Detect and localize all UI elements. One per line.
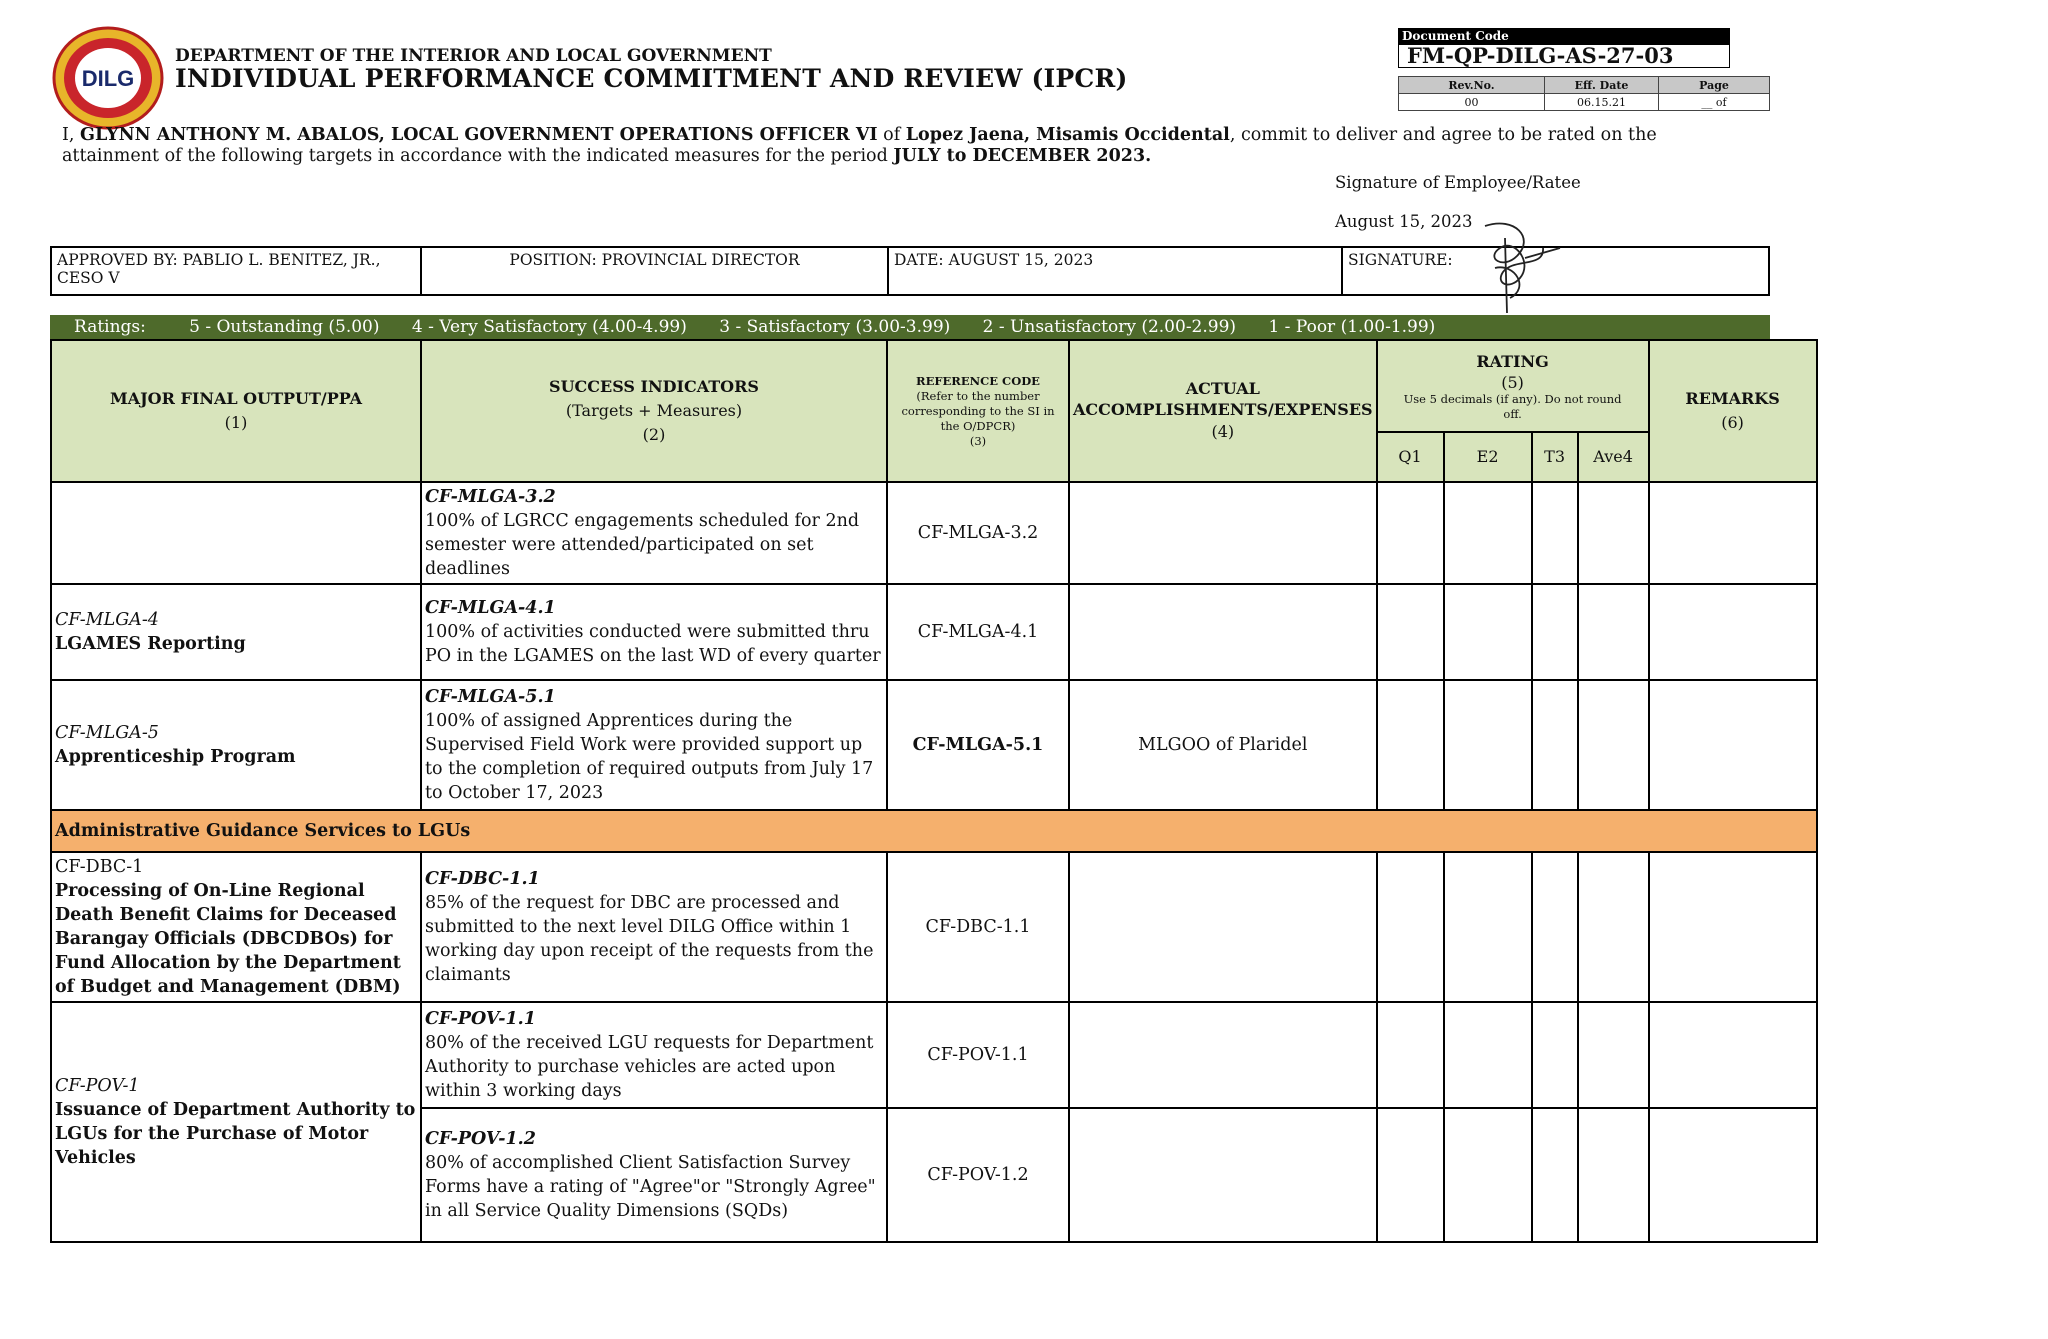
eff-label: Eff. Date <box>1545 77 1659 94</box>
section-header: Administrative Guidance Services to LGUs <box>51 810 1817 852</box>
col-remarks-header: REMARKS (6) <box>1649 340 1817 482</box>
eff-value: 06.15.21 <box>1545 94 1659 111</box>
signature-label: Signature of Employee/Ratee <box>1335 173 1581 192</box>
ref-cell: CF-MLGA-5.1 <box>887 680 1069 810</box>
mfo-cell <box>51 482 421 584</box>
actual-cell <box>1069 852 1377 1002</box>
table-row <box>51 852 1817 1002</box>
table-row <box>51 1002 1817 1108</box>
dilg-logo <box>52 26 164 130</box>
doc-code-label: Document Code <box>1398 28 1730 44</box>
actual-cell <box>1069 584 1377 680</box>
mfo-cell: CF-DBC-1 Processing of On-Line Regional Death Benefit Claims for Deceased Barangay Officials (DBCDBOs) for Fund Allocation by the Department of Budget and Management (DBM) <box>51 852 421 1002</box>
ref-cell: CF-POV-1.1 <box>887 1002 1069 1108</box>
col-actual-header: ACTUAL ACCOMPLISHMENTS/EXPENSES (4) <box>1069 340 1377 482</box>
approval-date: DATE: AUGUST 15, 2023 <box>888 247 1342 295</box>
approved-by: APPROVED BY: PABLIO L. BENITEZ, JR., CESO V <box>51 247 421 295</box>
ref-cell: CF-MLGA-3.2 <box>887 482 1069 584</box>
doc-meta-table <box>1398 76 1770 111</box>
approver-position: POSITION: PROVINCIAL DIRECTOR <box>421 247 888 295</box>
signature-date: August 15, 2023 <box>1335 212 1473 231</box>
col-rating-header: RATING (5) Use 5 decimals (if any). Do not round off. <box>1377 340 1649 432</box>
col-ave4-header: Ave4 <box>1578 432 1649 482</box>
page-title: INDIVIDUAL PERFORMANCE COMMITMENT AND REVIEW (IPCR) <box>175 64 1128 93</box>
ref-cell: CF-POV-1.2 <box>887 1108 1069 1242</box>
si-cell: CF-MLGA-4.1 100% of activities conducted were submitted thru PO in the LGAMES on the last WD of every quarter <box>421 584 887 680</box>
page-label: Page <box>1659 77 1770 94</box>
commitment-statement: I, GLYNN ANTHONY M. ABALOS, LOCAL GOVERNMENT OPERATIONS OFFICER VI of Lopez Jaena, Misamis Occidental, commit to deliver and agree to be rated on the attainment of the following targets in accordance with the indicated measures for the period JULY to DECEMBER 2023. <box>62 125 1657 166</box>
ref-cell: CF-MLGA-4.1 <box>887 584 1069 680</box>
ipcr-table <box>50 339 1818 1243</box>
si-cell: CF-MLGA-3.2 100% of LGRCC engagements scheduled for 2nd semester were attended/participated on set deadlines <box>421 482 887 584</box>
employee-name: GLYNN ANTHONY M. ABALOS, LOCAL GOVERNMENT OPERATIONS OFFICER VI <box>80 125 878 145</box>
rating-period: JULY to DECEMBER 2023. <box>893 146 1152 166</box>
actual-cell <box>1069 1002 1377 1108</box>
mfo-cell: CF-MLGA-4 LGAMES Reporting <box>51 584 421 680</box>
col-t3-header: T3 <box>1532 432 1578 482</box>
col-e2-header: E2 <box>1444 432 1532 482</box>
handwritten-signature <box>1455 218 1565 318</box>
ratings-legend-bar: Ratings: 5 - Outstanding (5.00) 4 - Very Satisfactory (4.00-4.99) 3 - Satisfactory (3.00-3.99) 2 - Unsatisfactory (2.00-2.99) 1 - Poor (1.00-1.99) <box>50 315 1770 339</box>
actual-cell: MLGOO of Plaridel <box>1069 680 1377 810</box>
si-cell: CF-DBC-1.1 85% of the request for DBC are processed and submitted to the next level DILG Office within 1 working day upon receipt of the requests from the claimants <box>421 852 887 1002</box>
table-row <box>51 482 1817 584</box>
si-cell: CF-MLGA-5.1 100% of assigned Apprentices during the Supervised Field Work were provided support up to the completion of required outputs from July 17 to October 17, 2023 <box>421 680 887 810</box>
si-cell: CF-POV-1.2 80% of accomplished Client Satisfaction Survey Forms have a rating of "Agree"or "Strongly Agree" in all Service Quality Dimensions (SQDs) <box>421 1108 887 1242</box>
logo-text: DILG <box>81 66 135 91</box>
table-row <box>51 680 1817 810</box>
rev-value: 00 <box>1399 94 1545 111</box>
table-row <box>51 584 1817 680</box>
col-mfo-header: MAJOR FINAL OUTPUT/PPA (1) <box>51 340 421 482</box>
mfo-cell: CF-MLGA-5 Apprenticeship Program <box>51 680 421 810</box>
ref-cell: CF-DBC-1.1 <box>887 852 1069 1002</box>
col-q1-header: Q1 <box>1377 432 1444 482</box>
doc-code-value: FM-QP-DILG-AS-27-03 <box>1398 44 1730 68</box>
office-location: Lopez Jaena, Misamis Occidental <box>905 125 1230 145</box>
actual-cell <box>1069 482 1377 584</box>
page-value: __ of <box>1659 94 1770 111</box>
mfo-cell: CF-POV-1 Issuance of Department Authority to LGUs for the Purchase of Motor Vehicles <box>51 1002 421 1242</box>
si-cell: CF-POV-1.1 80% of the received LGU requests for Department Authority to purchase vehicles are acted upon within 3 working days <box>421 1002 887 1108</box>
actual-cell <box>1069 1108 1377 1242</box>
department-name: DEPARTMENT OF THE INTERIOR AND LOCAL GOVERNMENT <box>175 46 772 66</box>
approval-signature: SIGNATURE: <box>1342 247 1769 295</box>
col-ref-header: REFERENCE CODE (Refer to the number corresponding to the SI in the O/DPCR) (3) <box>887 340 1069 482</box>
rev-label: Rev.No. <box>1399 77 1545 94</box>
col-si-header: SUCCESS INDICATORS (Targets + Measures) (2) <box>421 340 887 482</box>
